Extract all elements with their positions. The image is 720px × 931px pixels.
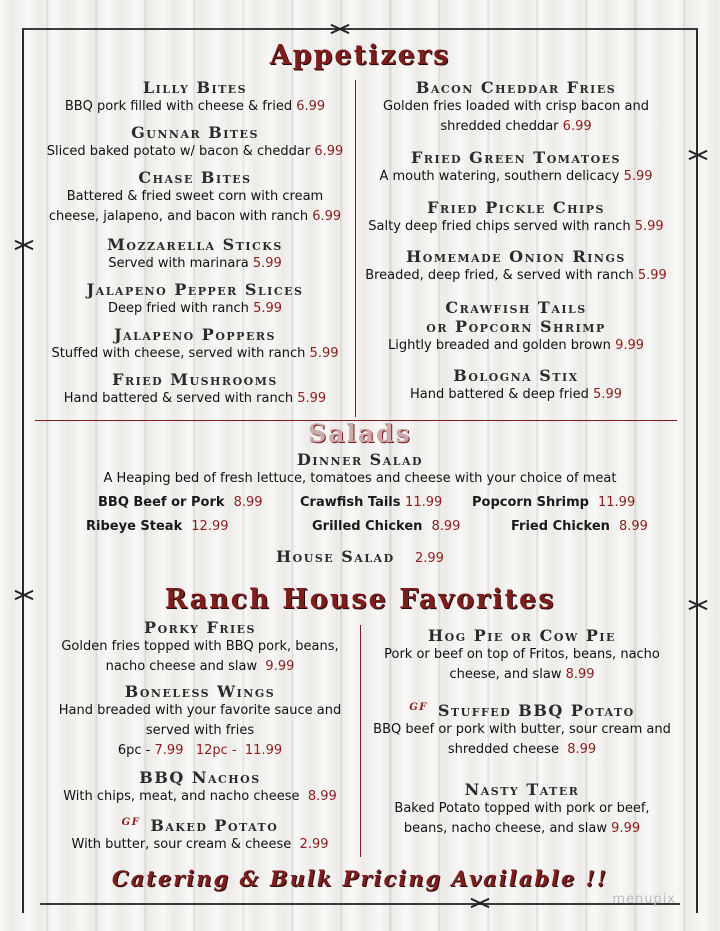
item-description: Battered & fried sweet corn with cream: [66, 189, 324, 204]
favorites-right-column: [362, 0, 682, 860]
item-description: nacho cheese and slaw 9.99: [105, 659, 295, 674]
item-description: With butter, sour cream & cheese 2.99: [71, 837, 329, 852]
item-name: or Popcorn Shrimp: [426, 317, 606, 336]
item-description: Hand breaded with your favorite sauce and: [58, 703, 342, 718]
item-description: Stuffed with cheese, served with ranch 5.99: [51, 346, 339, 361]
item-name: Porky Fries: [144, 618, 256, 637]
item-price: 6.99: [312, 209, 342, 224]
item-price: 2.99: [299, 837, 329, 852]
item-description: With chips, meat, and nacho cheese 8.99: [63, 789, 337, 804]
item-price: 5.99: [637, 268, 667, 283]
menu-item: [40, 618, 360, 677]
menu-item: [40, 768, 360, 807]
barbed-wire-knot: [470, 898, 490, 908]
item-price: 2.99: [414, 551, 444, 566]
favorites-title: Ranch House Favorites: [164, 584, 556, 615]
item-description: Pork or beef on top of Fritos, beans, nacho: [384, 647, 660, 662]
item-price: 5.99: [297, 391, 327, 406]
item-price: 8.99: [233, 495, 263, 510]
item-name: Boneless Wings: [124, 682, 276, 701]
catering-banner: Catering & Bulk Pricing Available !!: [111, 866, 609, 891]
item-sizes: 6pc - 7.99 12pc - 11.99: [117, 743, 283, 758]
item-price: 5.99: [252, 256, 282, 271]
column-divider: [360, 625, 361, 857]
item-name: Fried Mushrooms: [112, 370, 278, 389]
item-name: Mozzarella Sticks: [107, 235, 283, 254]
salad-option: Crawfish Tails 11.99: [300, 495, 443, 510]
item-name: Hog Pie or Cow Pie: [428, 626, 616, 645]
item-price: 5.99: [309, 346, 339, 361]
item-name: Bologna Stix: [453, 366, 579, 385]
item-name: Fried Green Tomatoes: [410, 148, 622, 167]
item-price: 5.99: [593, 387, 622, 402]
item-price: 5.99: [634, 219, 664, 234]
item-price: 11.99: [244, 743, 283, 758]
item-description: Hand battered & served with ranch 5.99: [63, 391, 327, 406]
barbed-wire-knot: [14, 240, 34, 250]
item-name: $^{GF}$ Stuffed BBQ Potato: [409, 701, 635, 720]
item-price: 6.99: [296, 99, 326, 114]
item-description: served with fries: [145, 723, 255, 738]
item-name: Lilly Bites: [142, 78, 248, 97]
menu-frame-bottom: [40, 903, 680, 905]
item-price: 12.99: [191, 519, 229, 534]
item-description: Hand battered & deep fried 5.99: [410, 387, 622, 402]
item-price: 5.99: [623, 169, 653, 184]
item-price: 11.99: [598, 495, 636, 510]
salad-option: BBQ Beef or Pork 8.99: [98, 495, 263, 510]
menu-item: [362, 780, 682, 839]
menu-item: [40, 682, 360, 761]
house-salad-name: House Salad: [276, 547, 395, 566]
item-description: Salty deep fried chips served with ranch 5.99: [368, 219, 664, 234]
item-description: Served with marinara 5.99: [108, 256, 282, 271]
item-description: cheese, jalapeno, and bacon with ranch 6.99: [48, 209, 342, 224]
item-description: Deep fried with ranch 5.99: [107, 301, 283, 316]
dinner-salad-name: Dinner Salad: [296, 450, 424, 469]
item-price: 8.99: [567, 742, 597, 757]
item-price: 5.99: [253, 301, 283, 316]
item-description: Breaded, deep fried, & served with ranch 5.99: [365, 268, 667, 283]
item-price: 8.99: [307, 789, 337, 804]
item-name: Gunnar Bites: [131, 123, 259, 142]
item-price: 11.99: [405, 495, 443, 510]
item-description: Golden fries loaded with crisp bacon and: [383, 99, 649, 114]
item-price: 7.99: [154, 743, 184, 758]
item-name: Crawfish Tails: [445, 298, 587, 317]
item-price: 9.99: [615, 338, 645, 353]
dinner-salad-description: A Heaping bed of fresh lettuce, tomatoes and cheese with your choice of meat: [103, 471, 617, 486]
item-description: BBQ pork filled with cheese & fried 6.99: [64, 99, 326, 114]
salad-option: Popcorn Shrimp 11.99: [472, 495, 636, 510]
gluten-free-badge: GF: [409, 701, 428, 713]
item-price: 8.99: [565, 667, 595, 682]
item-name: Homemade Onion Rings: [406, 247, 626, 266]
item-price: 9.99: [611, 821, 641, 836]
item-description: Golden fries topped with BBQ pork, beans,: [61, 639, 339, 654]
item-name: Nasty Tater: [464, 780, 580, 799]
barbed-wire-knot: [688, 150, 708, 160]
salads-title: Salads: [308, 419, 412, 448]
item-price: 6.99: [562, 119, 592, 134]
item-price: 6.99: [314, 144, 344, 159]
watermark: menupix: [612, 892, 676, 907]
item-description: Lightly breaded and golden brown 9.99: [387, 338, 645, 353]
item-name: Bacon Cheddar Fries: [415, 78, 617, 97]
item-description: shredded cheese 8.99: [447, 742, 597, 757]
item-name: Jalapeno Pepper Slices: [86, 280, 304, 299]
item-description: Baked Potato topped with pork or beef,: [394, 801, 650, 816]
item-price: 9.99: [265, 659, 295, 674]
item-name: BBQ Nachos: [139, 768, 261, 787]
salad-option: Ribeye Steak 12.99: [86, 519, 229, 534]
appetizers-title: Appetizers: [269, 40, 451, 71]
item-price: 8.99: [618, 519, 648, 534]
item-description: Sliced baked potato w/ bacon & cheddar 6.99: [46, 144, 344, 159]
item-name: Fried Pickle Chips: [427, 198, 605, 217]
item-description: beans, nacho cheese, and slaw 9.99: [403, 821, 641, 836]
menu-item: [362, 701, 682, 760]
menu-item: [40, 816, 360, 855]
menu-item: [362, 626, 682, 685]
item-description: shredded cheddar 6.99: [440, 119, 592, 134]
gluten-free-badge: GF: [121, 816, 141, 828]
item-description: BBQ beef or pork with butter, sour cream and: [373, 722, 671, 737]
item-name: Chase Bites: [138, 168, 252, 187]
item-description: A mouth watering, southern delicacy 5.99: [379, 169, 653, 184]
salad-option: Grilled Chicken 8.99: [312, 519, 461, 534]
item-price: 8.99: [431, 519, 461, 534]
item-name: $^{GF}$ Baked Potato: [121, 816, 279, 835]
item-description: cheese, and slaw 8.99: [449, 667, 595, 682]
item-name: Jalapeno Poppers: [114, 325, 276, 344]
favorites-left-column: [40, 0, 360, 860]
salad-option: Fried Chicken 8.99: [511, 519, 648, 534]
